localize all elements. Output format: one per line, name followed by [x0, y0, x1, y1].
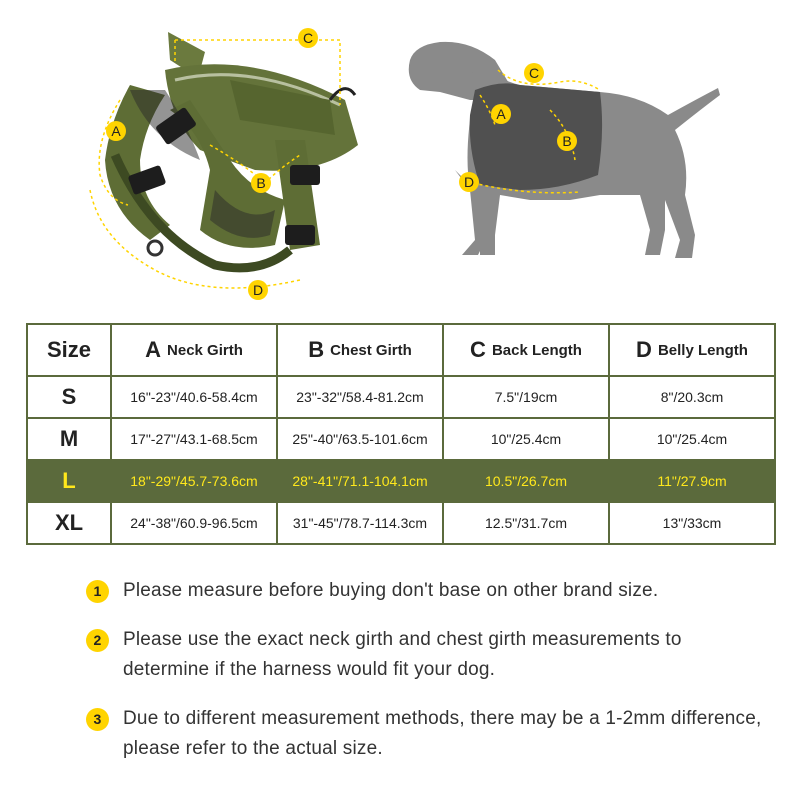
number-badge-icon: 3: [86, 708, 109, 731]
chest-girth-cell: 28"-41"/71.1-104.1cm: [277, 460, 443, 502]
belly-length-cell: 10"/25.4cm: [609, 418, 775, 460]
svg-text:B: B: [562, 133, 572, 149]
svg-text:D: D: [252, 282, 264, 298]
belly-length-cell: 11"/27.9cm: [609, 460, 775, 502]
table-row-l-highlighted: [27, 460, 775, 502]
note-item: [86, 576, 766, 606]
harness-marker-d: [248, 280, 268, 300]
chest-girth-cell: 23"-32"/58.4-81.2cm: [277, 376, 443, 418]
size-chart-table: [26, 323, 776, 545]
svg-text:A: A: [496, 106, 506, 122]
note-text: Please measure before buying don't base on other brand size.: [123, 580, 659, 601]
svg-text:C: C: [302, 30, 314, 46]
note-text: Due to different measurement methods, there may be a 1-2mm difference, please refer to the actual size.: [123, 708, 762, 759]
header-size: Size: [27, 324, 111, 376]
neck-girth-cell: 17"-27"/43.1-68.5cm: [111, 418, 277, 460]
dog-marker-a: [491, 104, 511, 124]
size-cell: XL: [27, 502, 111, 544]
chest-girth-cell: 25"-40"/63.5-101.6cm: [277, 418, 443, 460]
back-length-cell: 12.5"/31.7cm: [443, 502, 609, 544]
measurement-illustration: [0, 0, 800, 310]
belly-length-cell: 13"/33cm: [609, 502, 775, 544]
size-cell: L: [27, 460, 111, 502]
harness-product-image: [105, 32, 358, 268]
neck-girth-cell: 18"-29"/45.7-73.6cm: [111, 460, 277, 502]
note-item: [86, 704, 766, 764]
harness-marker-a: [106, 121, 126, 141]
dog-marker-d: [459, 172, 479, 192]
header-belly-length: D Belly Length: [609, 324, 775, 376]
header-back-length: C Back Length: [443, 324, 609, 376]
svg-text:C: C: [528, 65, 540, 81]
dog-marker-b: [557, 131, 577, 151]
table-row-s: [27, 376, 775, 418]
header-chest-girth: B Chest Girth: [277, 324, 443, 376]
neck-girth-cell: 24"-38"/60.9-96.5cm: [111, 502, 277, 544]
size-cell: S: [27, 376, 111, 418]
back-length-cell: 10"/25.4cm: [443, 418, 609, 460]
svg-text:B: B: [256, 175, 266, 191]
number-badge-icon: 2: [86, 629, 109, 652]
notes-list: [86, 576, 766, 783]
belly-length-cell: 8"/20.3cm: [609, 376, 775, 418]
dog-harness-shape: [470, 83, 602, 190]
size-cell: M: [27, 418, 111, 460]
note-item: [86, 625, 766, 685]
svg-text:A: A: [111, 123, 121, 139]
harness-marker-c: [298, 28, 318, 48]
number-badge-icon: 1: [86, 580, 109, 603]
table-row-xl: [27, 502, 775, 544]
harness-marker-b: [251, 173, 271, 193]
dog-marker-c: [524, 63, 544, 83]
svg-text:D: D: [463, 174, 475, 190]
back-length-cell: 10.5"/26.7cm: [443, 460, 609, 502]
neck-girth-cell: 16"-23"/40.6-58.4cm: [111, 376, 277, 418]
header-neck-girth: A Neck Girth: [111, 324, 277, 376]
table-header-row: [27, 324, 775, 376]
back-length-cell: 7.5"/19cm: [443, 376, 609, 418]
note-text: Please use the exact neck girth and chest girth measurements to determine if the harness would fit your dog.: [123, 629, 682, 680]
chest-girth-cell: 31"-45"/78.7-114.3cm: [277, 502, 443, 544]
table-row-m: [27, 418, 775, 460]
